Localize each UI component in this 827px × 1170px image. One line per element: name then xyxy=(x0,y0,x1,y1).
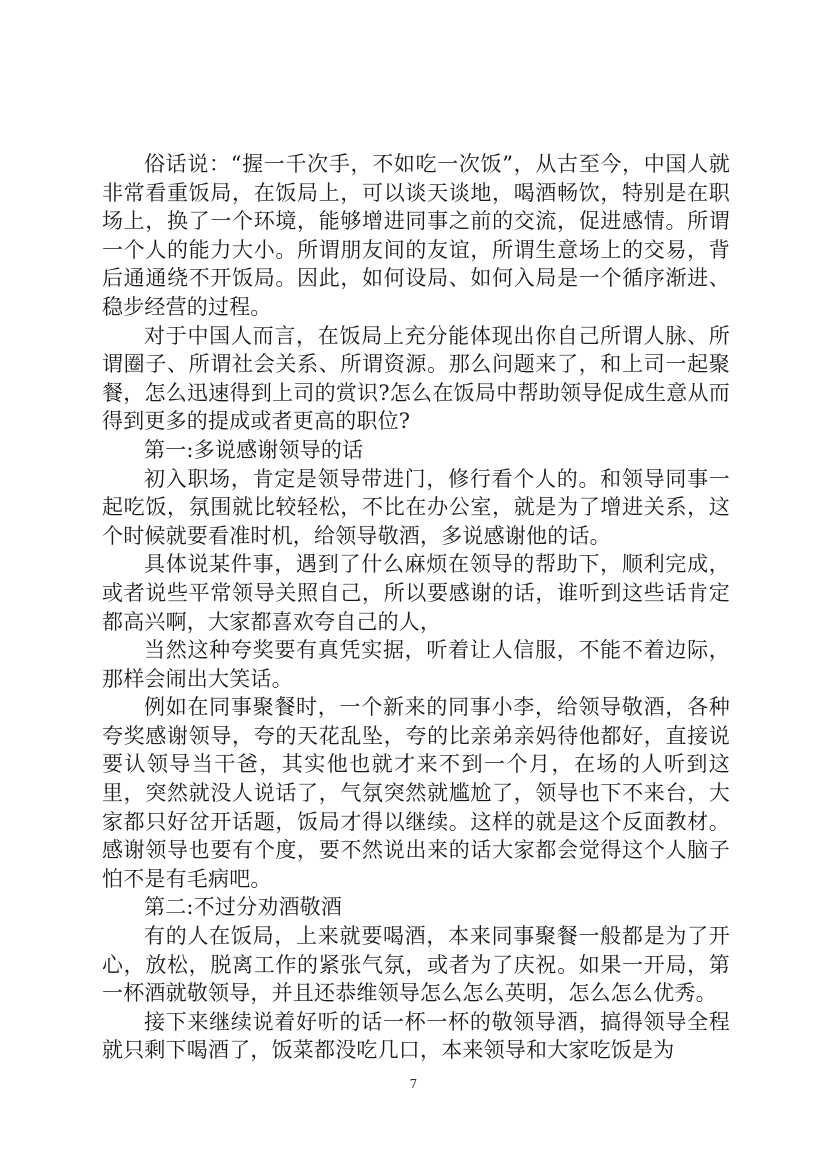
section-heading-second: 第二:不过分劝酒敬酒 xyxy=(144,895,343,920)
section-heading-first: 第一:多说感谢领导的话 xyxy=(144,437,364,462)
body-text xyxy=(102,150,730,1065)
paragraph-first-example: 例如在同事聚餐时，一个新来的同事小李，给领导敬酒，各种夸奖感谢领导，夸的天花乱坠，夸的比亲弟亲妈待他都好，直接说要认领导当干爸，其实他也就才来不到一个月，在场的人听到这里，突然就没人说话了，气氛突然就尴尬了，领导也下不来台，大家都只好岔开话题，饭局才得以继续。这样的就是这个反面教材。感谢领导也要有个度，要不然说出来的话大家都会觉得这个人脑子怕不是有毛病吧。 xyxy=(102,695,730,891)
paragraph-first-1: 初入职场，肯定是领导带进门，修行看个人的。和领导同事一起吃饭，氛围就比较轻松，不比在办公室，就是为了增进关系，这个时候就要看准时机，给领导敬酒，多说感谢他的话。 xyxy=(102,466,730,548)
paragraph-intro: 俗话说：“握一千次手，不如吃一次饭”，从古至今，中国人就非常看重饭局，在饭局上，可以谈天谈地，喝酒畅饮，特别是在职场上，换了一个环境，能够增进同事之前的交流，促进感情。所谓一个人的能力大小。所谓朋友间的友谊，所谓生意场上的交易，背后通通绕不开饭局。因此，如何设局、如何入局是一个循序渐进、稳步经营的过程。 xyxy=(102,152,730,319)
paragraph-question: 对于中国人而言，在饭局上充分能体现出你自己所谓人脉、所谓圈子、所谓社会关系、所谓资源。那么问题来了，和上司一起聚餐，怎么迅速得到上司的赏识?怎么在饭局中帮助领导促成生意从而得到更多的提成或者更高的职位? xyxy=(102,323,730,434)
paragraph-second-1: 有的人在饭局，上来就要喝酒，本来同事聚餐一般都是为了开心，放松，脱离工作的紧张气氛，或者为了庆祝。如果一开局，第一杯酒就敬领导，并且还恭维领导怎么怎么英明，怎么怎么优秀。 xyxy=(102,924,730,1006)
paragraph-second-2: 接下来继续说着好听的话一杯一杯的敬领导酒，搞得领导全程就只剩下喝酒了，饭菜都没吃几口，本来领导和大家吃饭是为 xyxy=(102,1009,730,1063)
page-number: 7 xyxy=(409,1077,418,1091)
paragraph-first-3: 当然这种夸奖要有真凭实据，听着让人信服，不能不着边际，那样会闹出大笑话。 xyxy=(102,638,730,691)
paragraph-first-2: 具体说某件事，遇到了什么麻烦在领导的帮助下，顺利完成，或者说些平常领导关照自己，所以要感谢的话，谁听到这些话肯定都高兴啊，大家都喜欢夸自己的人， xyxy=(102,552,730,634)
